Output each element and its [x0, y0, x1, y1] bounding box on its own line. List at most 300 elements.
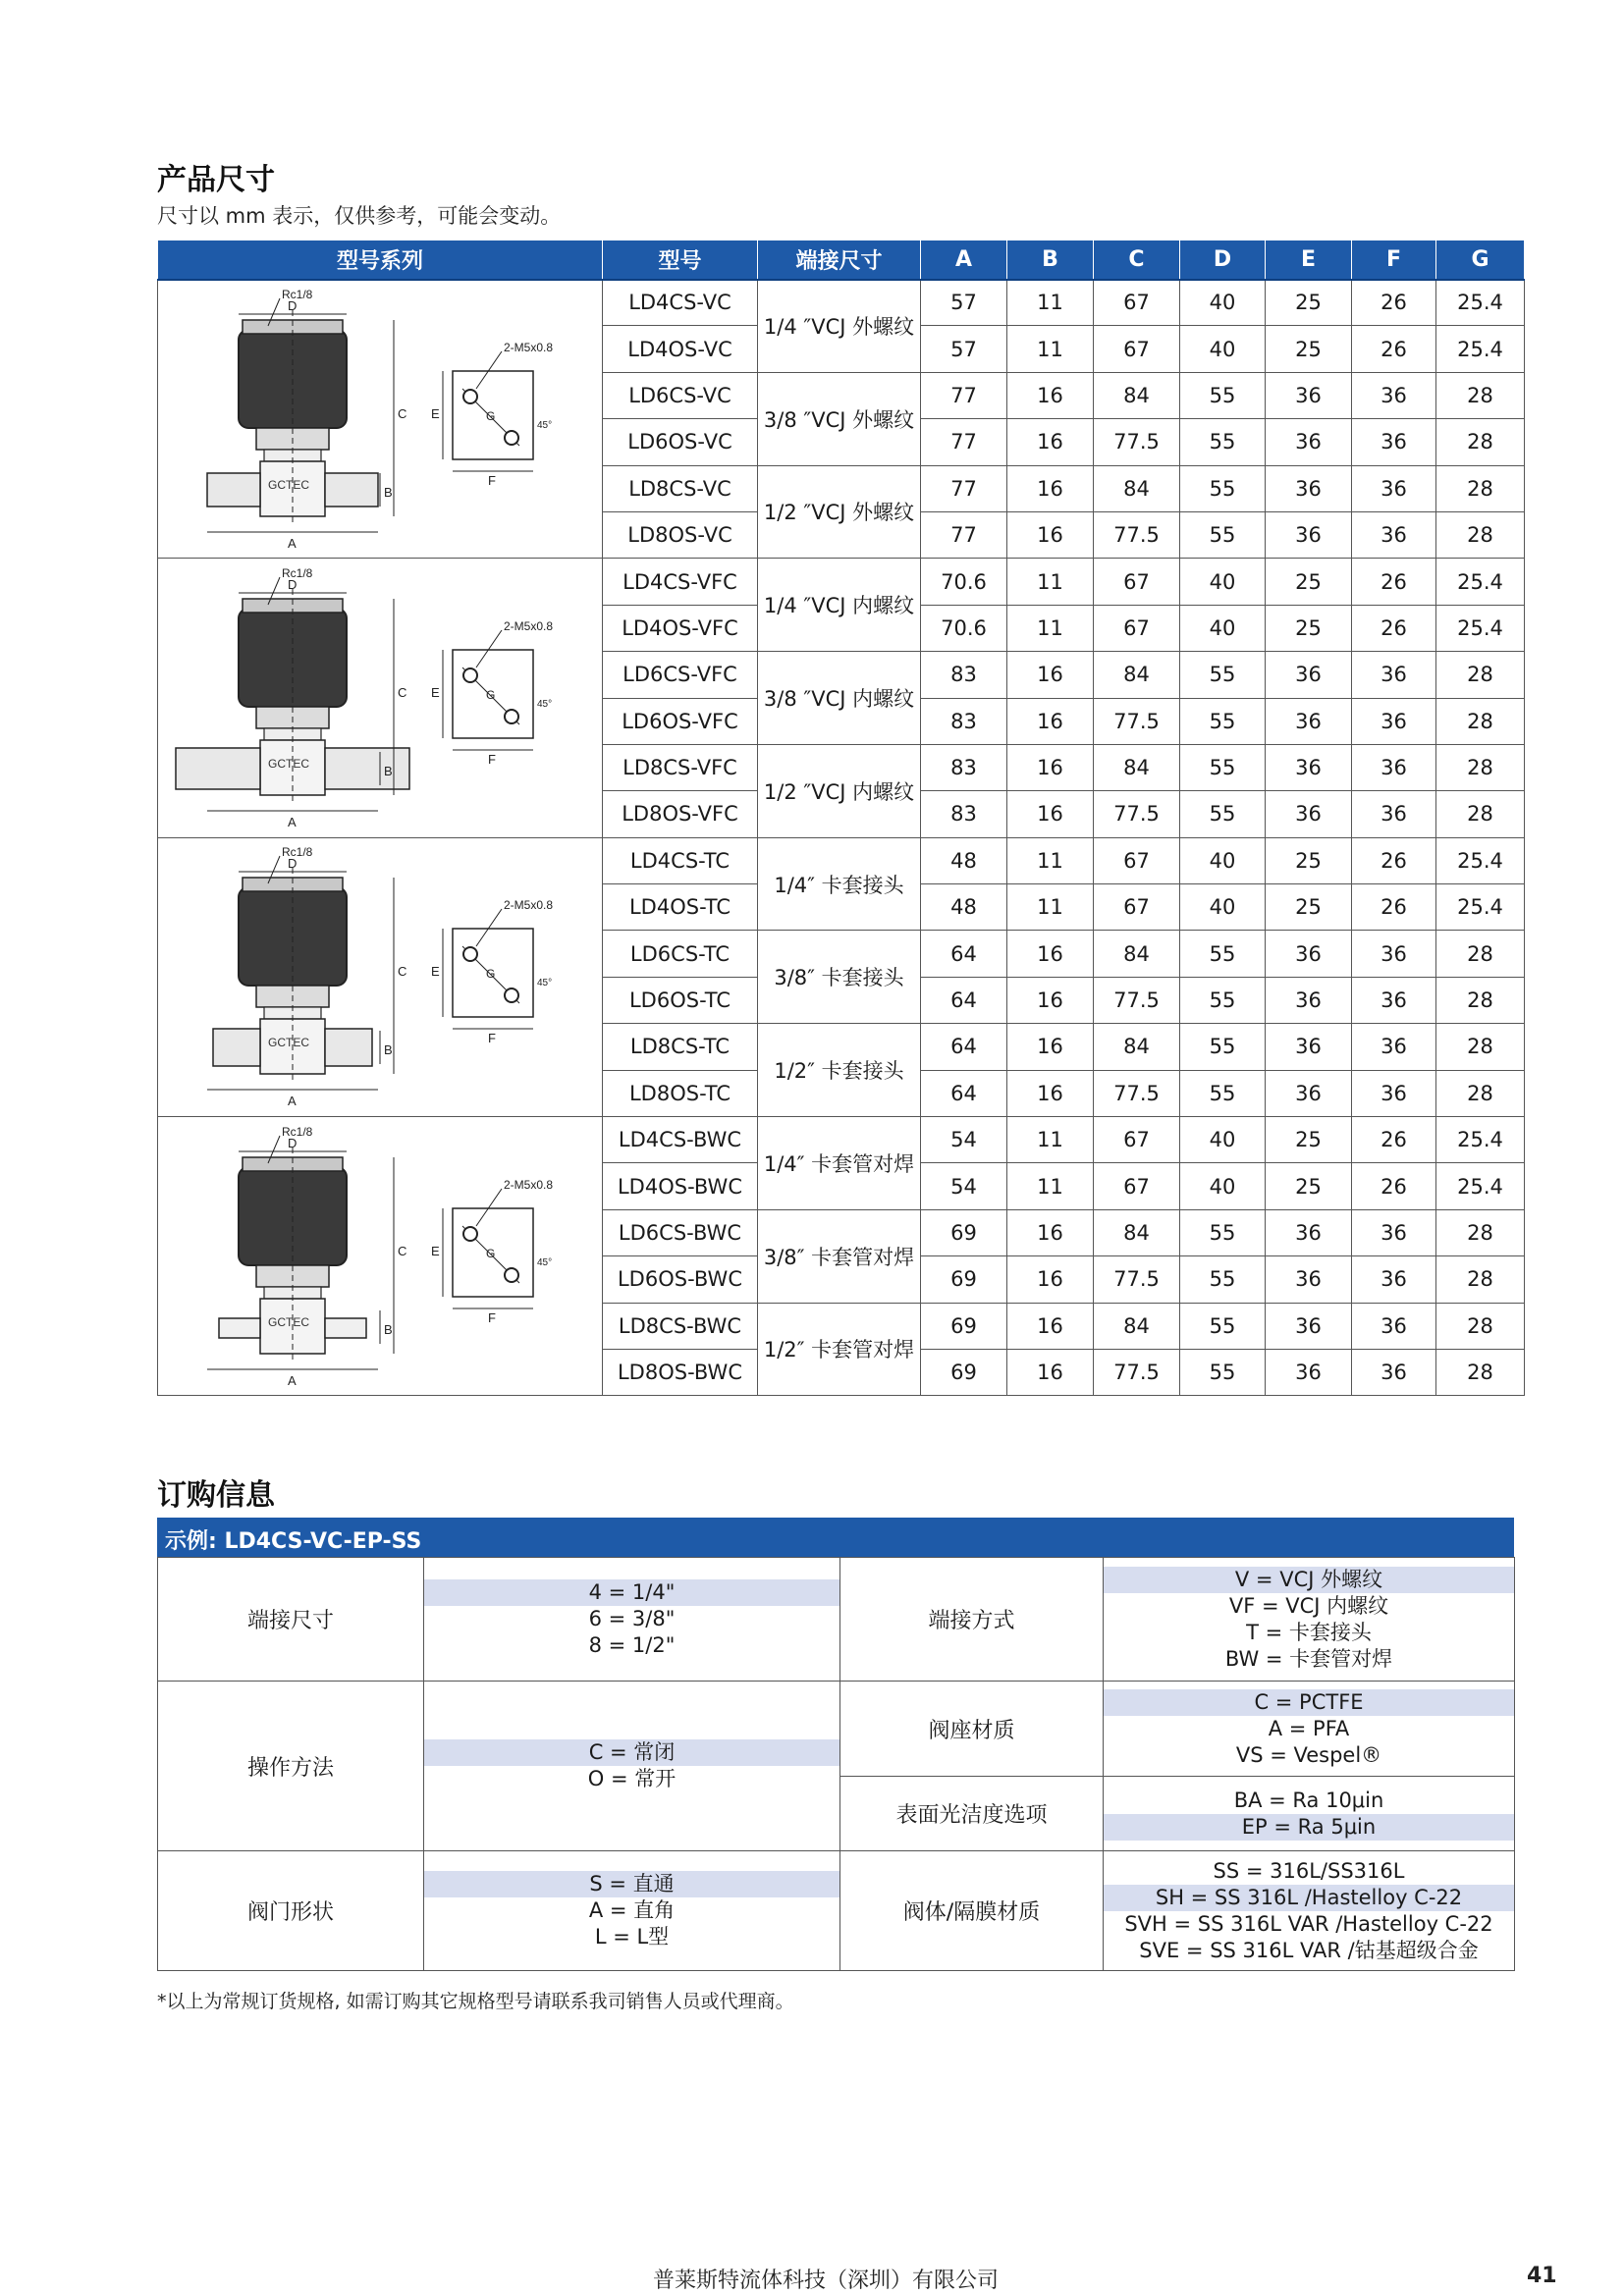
option-item: BA = Ra 10μin	[1233, 1788, 1384, 1812]
label-brand: GCTEC	[268, 1314, 309, 1329]
dim-d-cell: 55	[1180, 1024, 1266, 1070]
dim-b-cell: 16	[1007, 931, 1094, 977]
label-d: D	[288, 297, 298, 313]
dim-g-cell: 28	[1436, 1349, 1525, 1395]
model-cell: LD6OS-VC	[603, 419, 758, 465]
dim-b-cell: 11	[1007, 280, 1094, 326]
model-cell: LD4OS-TC	[603, 884, 758, 931]
model-cell: LD8OS-BWC	[603, 1349, 758, 1395]
dims-note: 尺寸以 mm 表示，仅供参考，可能会变动。	[157, 204, 562, 228]
dim-c-cell: 77.5	[1094, 511, 1180, 558]
dim-c-cell: 67	[1094, 605, 1180, 651]
model-cell: LD8CS-VFC	[603, 744, 758, 790]
dim-f-cell: 36	[1352, 791, 1436, 837]
end-left	[207, 473, 260, 507]
dim-b-cell: 16	[1007, 977, 1094, 1023]
option-item: 6 = 3/8"	[588, 1607, 676, 1630]
dim-b-cell: 16	[1007, 698, 1094, 744]
model-cell: LD4CS-TC	[603, 837, 758, 883]
dim-f-cell: 26	[1352, 326, 1436, 372]
conn-cell: 1/4 ″VCJ 内螺纹	[758, 559, 921, 652]
dim-c-cell: 77.5	[1094, 977, 1180, 1023]
label-a: A	[288, 1372, 297, 1388]
model-cell: LD6OS-BWC	[603, 1256, 758, 1303]
dim-f-cell: 36	[1352, 1070, 1436, 1116]
port-hole	[505, 710, 518, 723]
page-number: 41	[1527, 2264, 1557, 2288]
label-f: F	[488, 1031, 496, 1046]
label-f: F	[488, 752, 496, 768]
dim-c-cell: 84	[1094, 1303, 1180, 1349]
option-item: O = 常开	[587, 1767, 677, 1790]
dim-b-cell: 16	[1007, 465, 1094, 511]
port-hole	[505, 988, 518, 1002]
label-e: E	[431, 685, 440, 701]
dim-c-cell: 84	[1094, 744, 1180, 790]
dim-a-cell: 69	[921, 1256, 1007, 1303]
option-item: C = PCTFE	[1104, 1689, 1514, 1716]
port-hole	[463, 668, 477, 682]
order-options	[424, 1851, 840, 1971]
label-e: E	[431, 1243, 440, 1258]
valve-diagram	[158, 560, 600, 836]
dim-b-cell: 11	[1007, 326, 1094, 372]
dim-d-cell: 55	[1180, 465, 1266, 511]
dim-a-cell: 69	[921, 1303, 1007, 1349]
dim-a-cell: 70.6	[921, 605, 1007, 651]
model-cell: LD8CS-VC	[603, 465, 758, 511]
label-e: E	[431, 405, 440, 421]
conn-cell: 1/2″ 卡套管对焊	[758, 1303, 921, 1396]
dim-d-cell: 40	[1180, 280, 1266, 326]
label-f: F	[488, 1309, 496, 1325]
label-b: B	[384, 484, 393, 500]
dim-e-cell: 36	[1266, 1024, 1352, 1070]
dim-d-cell: 55	[1180, 1070, 1266, 1116]
option-item: T = 卡套接头	[1246, 1620, 1372, 1644]
label-c: C	[398, 1243, 407, 1258]
dim-c-cell: 77.5	[1094, 698, 1180, 744]
table-header-row	[158, 240, 1525, 280]
dim-e-cell: 36	[1266, 465, 1352, 511]
dim-c-cell: 77.5	[1094, 1256, 1180, 1303]
dim-g-cell: 28	[1436, 1209, 1525, 1255]
option-item: VS = Vespel®	[1235, 1742, 1382, 1767]
option-item: SH = SS 316L /Hastelloy C-22	[1104, 1885, 1514, 1911]
dim-e-cell: 36	[1266, 698, 1352, 744]
dim-g-cell: 28	[1436, 511, 1525, 558]
label-c: C	[398, 964, 407, 980]
label-c: C	[398, 685, 407, 701]
dim-g-cell: 25.4	[1436, 1117, 1525, 1163]
option-item: 8 = 1/2"	[588, 1633, 676, 1657]
dim-a-cell: 64	[921, 931, 1007, 977]
order-row	[158, 1558, 1515, 1682]
dim-g-cell: 28	[1436, 1070, 1525, 1116]
dim-g-cell: 28	[1436, 652, 1525, 698]
order-example-bar: 示例: LD4CS-VC-EP-SS	[157, 1518, 1514, 1557]
dim-g-cell: 28	[1436, 977, 1525, 1023]
table-row	[158, 559, 1525, 605]
label-b: B	[384, 1321, 393, 1337]
dim-f-cell: 36	[1352, 652, 1436, 698]
conn-cell: 3/8 ″VCJ 内螺纹	[758, 652, 921, 745]
port-hole	[463, 1227, 477, 1241]
label-brand: GCTEC	[268, 757, 309, 772]
dim-f-cell: 26	[1352, 280, 1436, 326]
order-label: 阀门形状	[158, 1851, 424, 1971]
dim-b-cell: 16	[1007, 1070, 1094, 1116]
label-a: A	[288, 1094, 297, 1109]
dim-g-cell: 25.4	[1436, 884, 1525, 931]
dim-g-cell: 28	[1436, 372, 1525, 418]
dim-f-cell: 36	[1352, 1024, 1436, 1070]
dimensions-table	[157, 240, 1525, 1396]
conn-cell: 1/2 ″VCJ 内螺纹	[758, 744, 921, 837]
dim-a-cell: 54	[921, 1163, 1007, 1209]
option-item: SS = 316L/SS316L	[1213, 1858, 1405, 1883]
dim-g-cell: 28	[1436, 744, 1525, 790]
model-cell: LD6OS-VFC	[603, 698, 758, 744]
dim-c-cell: 84	[1094, 931, 1180, 977]
order-row	[158, 1851, 1515, 1971]
dim-e-cell: 36	[1266, 744, 1352, 790]
model-cell: LD4CS-BWC	[603, 1117, 758, 1163]
label-deg: 45°	[537, 699, 553, 711]
dim-a-cell: 69	[921, 1349, 1007, 1395]
dim-f-cell: 36	[1352, 1256, 1436, 1303]
order-options	[1104, 1777, 1515, 1851]
dim-d-cell: 40	[1180, 837, 1266, 883]
dim-d-cell: 40	[1180, 884, 1266, 931]
label-f: F	[488, 472, 496, 488]
dim-a-cell: 64	[921, 1070, 1007, 1116]
dim-d-cell: 55	[1180, 1256, 1266, 1303]
dim-c-cell: 67	[1094, 280, 1180, 326]
valve-diagram	[158, 838, 600, 1115]
dim-e-cell: 36	[1266, 1209, 1352, 1255]
dim-a-cell: 83	[921, 744, 1007, 790]
end-left	[213, 1029, 260, 1066]
option-item: SVE = SS 316L VAR /钴基超级合金	[1139, 1938, 1479, 1962]
dim-a-cell: 69	[921, 1209, 1007, 1255]
header-series: 型号系列	[158, 240, 603, 280]
dim-a-cell: 57	[921, 326, 1007, 372]
order-row	[158, 1682, 1515, 1777]
dim-b-cell: 11	[1007, 605, 1094, 651]
dims-title: 产品尺寸	[157, 163, 275, 197]
dim-d-cell: 55	[1180, 744, 1266, 790]
dim-e-cell: 25	[1266, 837, 1352, 883]
header-model: 型号	[603, 240, 758, 280]
model-cell: LD8OS-VFC	[603, 791, 758, 837]
port-hole	[505, 1268, 518, 1282]
option-item: S = 直通	[424, 1871, 839, 1897]
order-label: 操作方法	[158, 1682, 424, 1851]
dim-a-cell: 83	[921, 652, 1007, 698]
dim-e-cell: 36	[1266, 931, 1352, 977]
model-cell: LD4OS-VFC	[603, 605, 758, 651]
dim-d-cell: 55	[1180, 1349, 1266, 1395]
dim-e-cell: 36	[1266, 1256, 1352, 1303]
dim-b-cell: 11	[1007, 1117, 1094, 1163]
label-m5: 2-M5x0.8	[504, 619, 554, 634]
port-hole	[505, 431, 518, 445]
label-rc: Rc1/8	[282, 1124, 313, 1139]
end-right	[325, 748, 409, 789]
header-d: D	[1180, 240, 1266, 280]
dim-e-cell: 25	[1266, 605, 1352, 651]
dim-b-cell: 16	[1007, 511, 1094, 558]
port-hole	[463, 390, 477, 403]
dim-f-cell: 26	[1352, 559, 1436, 605]
dim-a-cell: 64	[921, 1024, 1007, 1070]
label-b: B	[384, 1042, 393, 1058]
order-label: 端接尺寸	[158, 1558, 424, 1682]
dim-e-cell: 36	[1266, 652, 1352, 698]
dim-f-cell: 36	[1352, 977, 1436, 1023]
dim-g-cell: 28	[1436, 419, 1525, 465]
dim-d-cell: 55	[1180, 1209, 1266, 1255]
dim-d-cell: 55	[1180, 698, 1266, 744]
dim-d-cell: 55	[1180, 652, 1266, 698]
order-options	[1104, 1682, 1515, 1777]
conn-cell: 1/4″ 卡套接头	[758, 837, 921, 931]
dim-a-cell: 48	[921, 884, 1007, 931]
dim-e-cell: 36	[1266, 511, 1352, 558]
dim-c-cell: 77.5	[1094, 791, 1180, 837]
dim-f-cell: 36	[1352, 744, 1436, 790]
label-m5: 2-M5x0.8	[504, 898, 554, 913]
label-deg: 45°	[537, 419, 553, 431]
label-m5: 2-M5x0.8	[504, 1177, 554, 1192]
label-deg: 45°	[537, 978, 553, 989]
dim-f-cell: 36	[1352, 372, 1436, 418]
model-cell: LD4OS-VC	[603, 326, 758, 372]
model-cell: LD6CS-VFC	[603, 652, 758, 698]
order-table	[157, 1557, 1515, 1971]
label-a: A	[288, 815, 297, 830]
dim-e-cell: 36	[1266, 1349, 1352, 1395]
table-row	[158, 837, 1525, 883]
dim-a-cell: 77	[921, 465, 1007, 511]
label-brand: GCTEC	[268, 477, 309, 492]
label-rc: Rc1/8	[282, 845, 313, 860]
dim-e-cell: 36	[1266, 419, 1352, 465]
dim-d-cell: 40	[1180, 605, 1266, 651]
order-options	[424, 1682, 840, 1851]
model-cell: LD8OS-TC	[603, 1070, 758, 1116]
option-item: A = 直角	[588, 1898, 676, 1922]
dim-e-cell: 25	[1266, 884, 1352, 931]
option-item: V = VCJ 外螺纹	[1104, 1567, 1514, 1593]
dim-e-cell: 36	[1266, 791, 1352, 837]
model-cell: LD6CS-BWC	[603, 1209, 758, 1255]
dim-f-cell: 36	[1352, 1209, 1436, 1255]
dim-c-cell: 67	[1094, 884, 1180, 931]
model-cell: LD8CS-BWC	[603, 1303, 758, 1349]
label-a: A	[288, 535, 297, 551]
dim-b-cell: 16	[1007, 372, 1094, 418]
label-d: D	[288, 856, 298, 872]
label-g: G	[486, 1246, 496, 1260]
dim-f-cell: 26	[1352, 884, 1436, 931]
dim-g-cell: 28	[1436, 931, 1525, 977]
dim-c-cell: 67	[1094, 326, 1180, 372]
dim-f-cell: 36	[1352, 511, 1436, 558]
dim-a-cell: 77	[921, 372, 1007, 418]
model-cell: LD8CS-TC	[603, 1024, 758, 1070]
option-item: 4 = 1/4"	[424, 1579, 839, 1606]
end-right	[325, 1029, 372, 1066]
dim-a-cell: 83	[921, 698, 1007, 744]
label-rc: Rc1/8	[282, 287, 313, 301]
dim-e-cell: 36	[1266, 1070, 1352, 1116]
dim-b-cell: 16	[1007, 1303, 1094, 1349]
dim-g-cell: 28	[1436, 1024, 1525, 1070]
label-d: D	[288, 1135, 298, 1150]
option-item: BW = 卡套管对焊	[1224, 1646, 1393, 1671]
dim-e-cell: 25	[1266, 1117, 1352, 1163]
dim-a-cell: 57	[921, 280, 1007, 326]
dim-f-cell: 26	[1352, 837, 1436, 883]
dim-b-cell: 16	[1007, 652, 1094, 698]
header-f: F	[1352, 240, 1436, 280]
label-d: D	[288, 577, 298, 593]
dim-g-cell: 28	[1436, 465, 1525, 511]
label-m5: 2-M5x0.8	[504, 340, 554, 354]
order-label: 阀座材质	[840, 1682, 1104, 1777]
diagram-cell	[158, 1117, 603, 1396]
label-rc: Rc1/8	[282, 566, 313, 581]
model-cell: LD4CS-VC	[603, 280, 758, 326]
dim-e-cell: 36	[1266, 1303, 1352, 1349]
order-footnote: *以上为常规订货规格, 如需订购其它规格型号请联系我司销售人员或代理商。	[157, 1991, 794, 2012]
dim-b-cell: 16	[1007, 1209, 1094, 1255]
dim-e-cell: 25	[1266, 559, 1352, 605]
dim-d-cell: 55	[1180, 977, 1266, 1023]
order-options	[1104, 1558, 1515, 1682]
dim-d-cell: 55	[1180, 791, 1266, 837]
model-cell: LD4OS-BWC	[603, 1163, 758, 1209]
dim-e-cell: 25	[1266, 326, 1352, 372]
dim-b-cell: 16	[1007, 419, 1094, 465]
label-g: G	[486, 967, 496, 982]
dim-b-cell: 11	[1007, 884, 1094, 931]
conn-cell: 1/2 ″VCJ 外螺纹	[758, 465, 921, 559]
footer-company: 普莱斯特流体科技（深圳）有限公司	[653, 2269, 1000, 2293]
dim-e-cell: 25	[1266, 280, 1352, 326]
dim-c-cell: 77.5	[1094, 419, 1180, 465]
label-e: E	[431, 964, 440, 980]
model-cell: LD6CS-TC	[603, 931, 758, 977]
dim-c-cell: 67	[1094, 1163, 1180, 1209]
option-item: SVH = SS 316L VAR /Hastelloy C-22	[1124, 1911, 1493, 1936]
dim-b-cell: 16	[1007, 1024, 1094, 1070]
diagram-cell	[158, 837, 603, 1116]
valve-diagram	[158, 281, 600, 558]
model-cell: LD4CS-VFC	[603, 559, 758, 605]
option-item: A = PFA	[1268, 1716, 1350, 1740]
dim-d-cell: 55	[1180, 419, 1266, 465]
dim-a-cell: 70.6	[921, 559, 1007, 605]
dim-g-cell: 25.4	[1436, 326, 1525, 372]
dim-d-cell: 40	[1180, 559, 1266, 605]
dim-f-cell: 36	[1352, 1303, 1436, 1349]
order-label: 阀体/隔膜材质	[840, 1851, 1104, 1971]
dim-e-cell: 36	[1266, 372, 1352, 418]
dim-b-cell: 16	[1007, 744, 1094, 790]
dim-d-cell: 40	[1180, 1163, 1266, 1209]
dim-c-cell: 67	[1094, 559, 1180, 605]
dim-f-cell: 26	[1352, 1163, 1436, 1209]
dim-f-cell: 36	[1352, 698, 1436, 744]
model-cell: LD8OS-VC	[603, 511, 758, 558]
dim-c-cell: 77.5	[1094, 1070, 1180, 1116]
table-row	[158, 1117, 1525, 1163]
dim-a-cell: 64	[921, 977, 1007, 1023]
port-hole	[463, 947, 477, 961]
dim-e-cell: 25	[1266, 1163, 1352, 1209]
dim-c-cell: 84	[1094, 465, 1180, 511]
end-left	[219, 1318, 260, 1338]
dim-b-cell: 16	[1007, 791, 1094, 837]
dim-a-cell: 83	[921, 791, 1007, 837]
dim-b-cell: 16	[1007, 1256, 1094, 1303]
model-cell: LD6CS-VC	[603, 372, 758, 418]
header-b: B	[1007, 240, 1094, 280]
label-g: G	[486, 688, 496, 703]
dim-b-cell: 11	[1007, 559, 1094, 605]
dim-c-cell: 67	[1094, 837, 1180, 883]
option-item: VF = VCJ 内螺纹	[1228, 1593, 1389, 1618]
dim-f-cell: 36	[1352, 419, 1436, 465]
conn-cell: 3/8″ 卡套管对焊	[758, 1209, 921, 1303]
dim-g-cell: 28	[1436, 791, 1525, 837]
dim-d-cell: 55	[1180, 511, 1266, 558]
header-e: E	[1266, 240, 1352, 280]
valve-diagram	[158, 1118, 600, 1395]
order-title: 订购信息	[157, 1478, 275, 1513]
end-right	[325, 1318, 366, 1338]
dim-a-cell: 48	[921, 837, 1007, 883]
label-brand: GCTEC	[268, 1036, 309, 1050]
dim-a-cell: 54	[921, 1117, 1007, 1163]
dim-e-cell: 36	[1266, 977, 1352, 1023]
header-c: C	[1094, 240, 1180, 280]
conn-cell: 1/2″ 卡套接头	[758, 1024, 921, 1117]
label-c: C	[398, 405, 407, 421]
dim-g-cell: 25.4	[1436, 605, 1525, 651]
end-right	[325, 473, 378, 507]
dim-c-cell: 84	[1094, 652, 1180, 698]
model-cell: LD6OS-TC	[603, 977, 758, 1023]
option-item: L = L型	[594, 1925, 670, 1949]
dim-g-cell: 28	[1436, 1303, 1525, 1349]
header-g: G	[1436, 240, 1525, 280]
conn-cell: 1/4 ″VCJ 外螺纹	[758, 280, 921, 373]
dim-g-cell: 28	[1436, 1256, 1525, 1303]
dim-f-cell: 36	[1352, 1349, 1436, 1395]
label-g: G	[486, 408, 496, 423]
dim-g-cell: 25.4	[1436, 280, 1525, 326]
dim-a-cell: 77	[921, 511, 1007, 558]
dim-c-cell: 84	[1094, 1209, 1180, 1255]
order-options	[1104, 1851, 1515, 1971]
dim-b-cell: 11	[1007, 837, 1094, 883]
order-label: 端接方式	[840, 1558, 1104, 1682]
conn-cell: 3/8 ″VCJ 外螺纹	[758, 372, 921, 465]
